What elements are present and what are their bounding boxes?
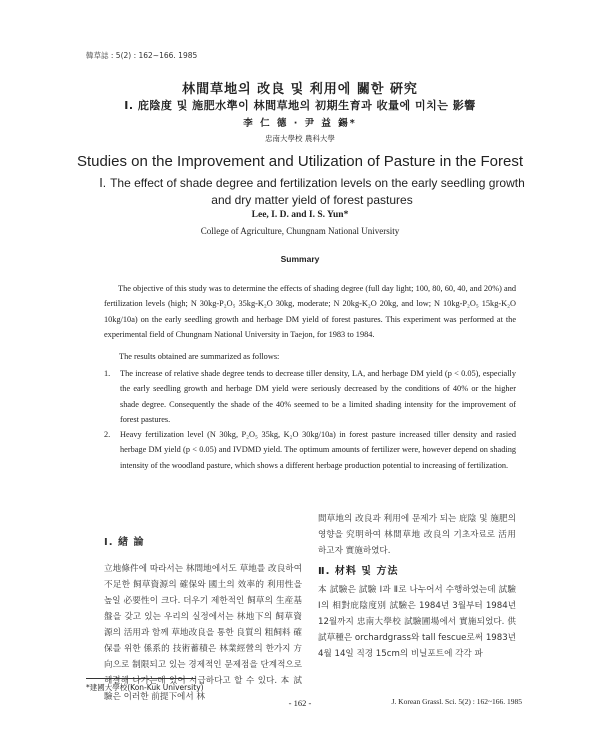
introduction-text-continued: 間草地의 改良과 利用에 문제가 되는 庇陰 및 施肥의 영향을 究明하여 林間草地 改良의 기초자료로 活用하고자 實施하였다. bbox=[318, 514, 516, 556]
results-intro: The results obtained are summarized as follows: bbox=[119, 352, 280, 361]
result-number: 2. bbox=[104, 430, 111, 439]
journal-reference: 韓草誌 : 5(2) : 162~166. 1985 bbox=[86, 51, 198, 60]
english-subtitle bbox=[92, 175, 532, 209]
english-affiliation: College of Agriculture, Chungnam National University bbox=[200, 226, 400, 236]
summary-heading: Summary bbox=[280, 254, 320, 264]
result-item bbox=[104, 366, 516, 428]
korean-authors: 李 仁 德 · 尹 益 錫* bbox=[243, 118, 357, 129]
korean-affiliation: 忠南大學校 農科大學 bbox=[265, 134, 335, 143]
result-item bbox=[104, 427, 516, 473]
page-number: - 162 - bbox=[288, 698, 312, 708]
korean-title: 林間草地의 改良 및 利用에 關한 硏究 bbox=[182, 82, 418, 97]
methods-text: 本 試驗은 試驗 Ⅰ과 Ⅱ로 나누어서 수행하였는데 試驗 Ⅰ의 相對庇陰度別 試驗은 1984년 3월부터 1984년 12월까지 忠南大學校 試驗圃場에서 實施되었다. 供試草種은 orchardgrass와 tall fescue로써 1983년 4월 14일 직경 15cm의 비닐포트에 각각 파 bbox=[318, 585, 516, 659]
english-subtitle-text: The effect of shade degree and fertilization levels on the early seedling growth and dry matter yield of forest pastures bbox=[110, 176, 525, 207]
section-heading-methods: Ⅱ. 材料 및 方法 bbox=[318, 566, 399, 577]
english-authors: Lee, I. D. and I. S. Yun* bbox=[251, 210, 349, 220]
journal-footer: J. Korean Grassl. Sci. 5(2) : 162~166. 1985 bbox=[391, 697, 522, 706]
summary-text: The objective of this study was to determine the effects of shading degree (full day light; 100, 80, 60, 40, and 20%) and fertilization levels (high; N 30kg-P₂O₅ 35kg-K₂O 30kg, moderate; N 20kg-K₂O 20kg, and low; N 10kg-P₂O₅ 15kg-K₂O 10kg/10a) on the early seedling growth and herbage DM yield of forest pastures. This experiment was performed at the experimental field of Chungnam National University in Taejon, for 1983 to 1984. bbox=[104, 284, 516, 340]
english-title: Studies on the Improvement and Utilization of Pasture in the Forest bbox=[76, 153, 524, 170]
right-column bbox=[318, 511, 516, 559]
footnote: *建國大學校(Kon-Kuk University) bbox=[86, 683, 204, 692]
left-column bbox=[104, 535, 302, 705]
section-heading-introduction: Ⅰ. 緖 論 bbox=[104, 537, 145, 548]
summary-paragraph bbox=[104, 281, 516, 343]
result-number: 1. bbox=[104, 369, 111, 378]
result-text: Heavy fertilization level (N 30kg, P₂O₅ 35kg, K₂O 30kg/10a) in forest pasture increased tiller density and rasied herbage DM yield (p < 0.05) and IVDMD yield. The optimum amounts of fertilizer were, however depend on shading intensity of the woodland pasture, which shows a different herbage production potential to increasing of fertilization. bbox=[120, 430, 516, 470]
introduction-text: 立地條件에 따라서는 林間地에서도 草地를 改良하여 不足한 飼草資源의 確保와 國土의 效率的 利用性을 높일 必要性이 크다. 더우기 제한적인 飼草의 生産基盤을 갖고 있는 우리의 실정에서는 林地下의 飼草資源의 活用과 함께 草地改良을 통한 良質의 粗飼料 確保를 위한 係系的 技術蓄積은 林業經營의 한가지 方向으로 制限되고 있는 경제적인 문제점을 단계적으로 해결해 나가는데 있어 시급하다고 할 수 있다. 本 試驗은 이러한 前提下에서 林 bbox=[104, 564, 302, 702]
result-text: The increase of relative shade degree tends to decrease tiller density, LA, and herbage DM yield (p < 0.05), especially the early seedling growth and herbage DM yield were seriously decreased by the conditions of 40% or the higher shade degree. Consequently the shade of the 40% seemed to be a limited shading intensity for the improvement of forest pastures. bbox=[120, 369, 516, 425]
english-subtitle-number: Ⅰ. bbox=[99, 176, 107, 190]
footnote-divider bbox=[86, 678, 196, 679]
korean-subtitle: Ⅰ. 庇陰度 및 施肥水準이 林間草地의 初期生育과 收量에 미치는 影響 bbox=[124, 99, 476, 112]
